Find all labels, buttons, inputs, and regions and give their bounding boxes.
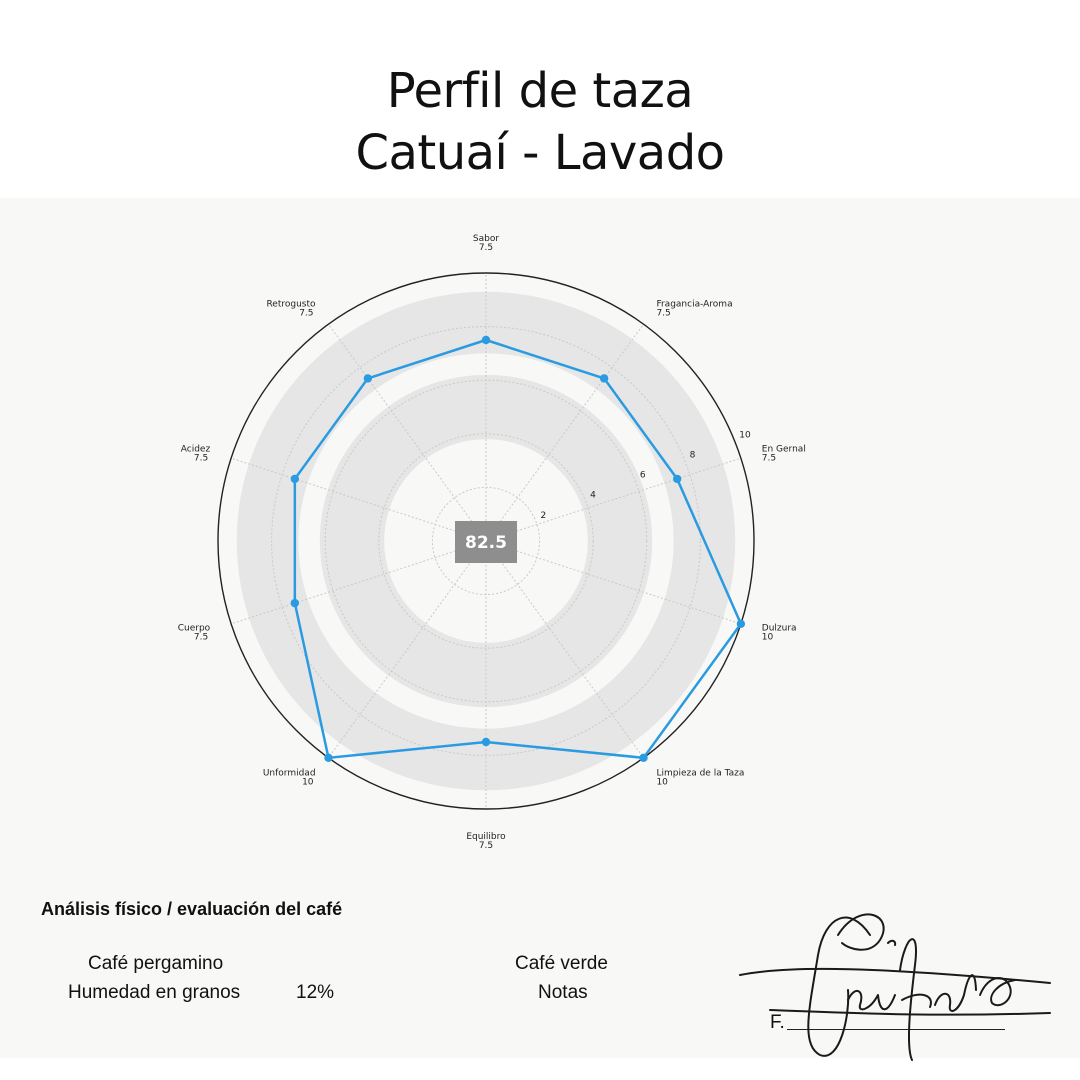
axis-name-label: Cuerpo [177,623,211,634]
radar-point-acidez [291,475,299,483]
axis-name-label: En Gernal [761,444,806,455]
axis-label-group [466,832,506,851]
axis-value-label: 7.5 [656,308,671,319]
radar-point-retrogusto [364,374,372,382]
radar-tick-label: 10 [739,430,751,441]
axis-value-label: 7.5 [193,453,209,464]
radar-tick-label: 2 [540,510,547,521]
axis-label-group [178,624,211,643]
axis-label-group [473,234,499,253]
axis-value-label: 10 [656,777,668,788]
axis-value-label: 7.5 [193,632,209,643]
axis-name-label: Retrogusto [266,299,316,310]
axis-value-label: 10 [302,777,314,788]
radar-point-cuerpo [291,599,299,607]
radar-point-en-gernal [673,475,681,483]
page-title-line1: Perfil de taza [386,63,694,119]
radar-point-equilibro [482,738,490,746]
axis-name-label: Limpieza de la Taza [656,768,745,779]
cafe-verde-label: Café verde [515,953,608,974]
axis-name-label: Fragancia-Aroma [656,299,733,310]
humedad-value: 12% [296,982,335,1003]
notas-label: Notas [538,982,588,1003]
axis-value-label: 7.5 [478,841,494,851]
axis-value-label: 7.5 [761,453,777,464]
radar-point-limpieza-de-la-taza [639,754,647,762]
axis-label-group [762,624,797,643]
axis-name-label: Dulzura [761,623,797,634]
radar-tick-label: 6 [639,470,646,481]
axis-label-group [266,299,316,318]
radar-point-dulzura [737,620,745,628]
cafe-pergamino-label: Café pergamino [88,953,224,974]
axis-name-label: Equilibro [466,832,506,842]
title-block [0,60,1080,184]
axis-label-group [656,299,732,318]
cupping-radar-chart [0,198,1080,868]
axis-value-label: 7.5 [299,308,314,319]
radar-point-sabor [482,336,490,344]
axis-label-group [656,769,744,788]
analysis-title: Análisis físico / evaluación del café [41,899,343,919]
total-score: 82.5 [465,533,507,553]
axis-label-group [263,769,316,788]
page-title-line2: Catuaí - Lavado [355,125,725,181]
axis-label-group [762,444,806,463]
handwritten-signature [730,895,1060,1075]
total-score-box [455,521,517,563]
axis-name-label: Unformidad [262,768,316,779]
radar-tick-label: 8 [689,450,696,461]
humedad-label: Humedad en granos [68,982,241,1003]
axis-name-label: Acidez [180,444,211,455]
firma-label: F. [770,1012,785,1033]
radar-point-fragancia-aroma [600,374,608,382]
radar-point-unformidad [324,754,332,762]
axis-label-group [181,444,211,463]
axis-value-label: 10 [761,632,774,643]
axis-value-label: 7.5 [478,243,494,253]
axis-name-label: Sabor [472,234,500,244]
radar-tick-label: 4 [590,490,596,501]
